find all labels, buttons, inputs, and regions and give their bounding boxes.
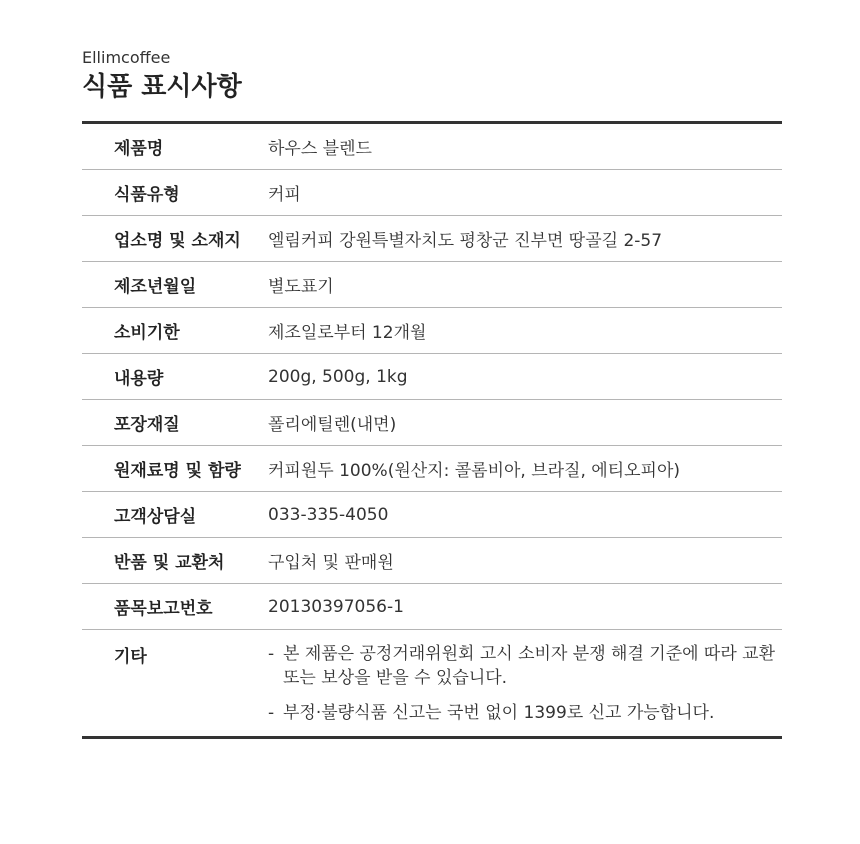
table-row-ingredients [82, 446, 782, 492]
note-item [268, 701, 782, 725]
brand-name: Ellimcoffee [82, 48, 171, 67]
etc-notes [268, 630, 782, 736]
row-label: 고객상담실 [114, 507, 197, 527]
note-text: 부정·불량식품 신고는 국번 없이 1399로 신고 가능합니다. [283, 703, 715, 723]
note-dash: - [268, 703, 275, 723]
row-label: 제조년월일 [114, 277, 197, 297]
row-value: 200g, 500g, 1kg [268, 366, 408, 387]
table-row-food-type [82, 170, 782, 216]
row-label: 내용량 [114, 369, 164, 389]
page-title: 식품 표시사항 [82, 72, 242, 102]
table-row-customer-service [82, 492, 782, 538]
row-value: 033-335-4050 [268, 504, 389, 525]
note-item [268, 642, 782, 690]
table-row-returns [82, 538, 782, 584]
row-value: 폴리에틸렌(내면) [268, 415, 397, 435]
row-label: 제품명 [114, 139, 164, 159]
row-value: 하우스 블렌드 [268, 139, 372, 159]
table-row-report-number [82, 584, 782, 630]
food-label-page [82, 48, 782, 739]
table-row-product-name [82, 124, 782, 170]
table-row-expiry [82, 308, 782, 354]
row-label: 소비기한 [114, 323, 180, 343]
row-value: 구입처 및 판매원 [268, 553, 394, 573]
note-dash: - [268, 644, 275, 664]
row-value: 엘림커피 강원특별자치도 평창군 진부면 땅골길 2-57 [268, 231, 663, 251]
table-row-business-address [82, 216, 782, 262]
table-row-manufacture-date [82, 262, 782, 308]
table-row-net-content [82, 354, 782, 400]
row-value: 20130397056-1 [268, 596, 404, 617]
row-label: 포장재질 [114, 415, 180, 435]
row-label: 원재료명 및 함량 [114, 461, 241, 481]
row-label: 기타 [114, 647, 147, 667]
row-value: 별도표기 [268, 277, 334, 297]
note-text: 본 제품은 공정거래위원회 고시 소비자 분쟁 해결 기준에 따라 교환 또는 보상을 받을 수 있습니다. [283, 644, 776, 688]
row-label: 품목보고번호 [114, 599, 213, 619]
row-value: 커피원두 100%(원산지: 콜롬비아, 브라질, 에티오피아) [268, 461, 681, 481]
row-value: 제조일로부터 12개월 [268, 323, 427, 343]
row-label: 업소명 및 소재지 [114, 231, 241, 251]
row-label: 식품유형 [114, 185, 180, 205]
row-label: 반품 및 교환처 [114, 553, 225, 573]
table-row-etc [82, 630, 782, 736]
row-value: 커피 [268, 185, 301, 205]
info-table [82, 121, 782, 739]
table-row-packaging [82, 400, 782, 446]
